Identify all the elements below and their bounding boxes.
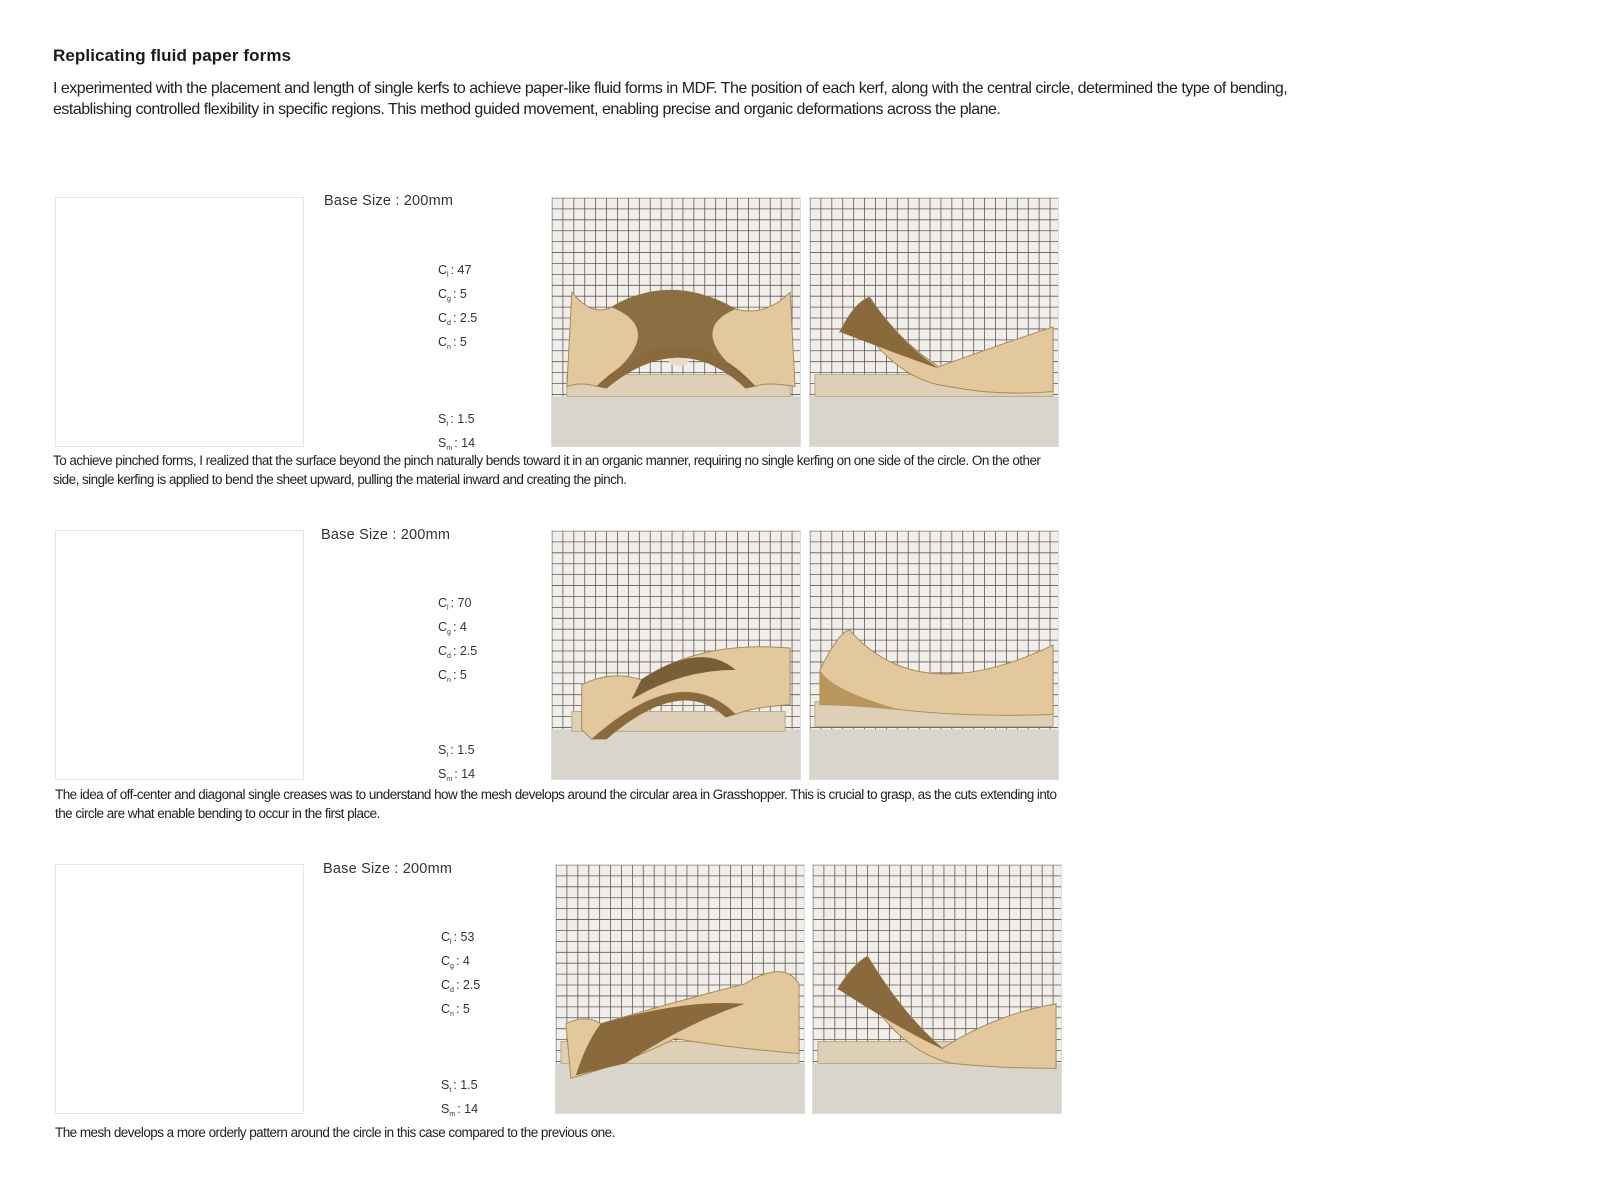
diagram-placeholder [55, 864, 304, 1114]
sheet-parameters [441, 1076, 478, 1124]
param-st: $S_t$ : 1.5 [438, 743, 475, 759]
intro-paragraph: I experimented with the placement and length of single kerfs to achieve paper-like fluid forms in MDF. The position of each kerf, along with the central circle, determined the type of bending, establishing controlled flexibility in specific regions. This method guided movement, enabling precise and organic deformations across the plane. [53, 80, 1288, 118]
base-size-label: Base Size : 200mm [324, 193, 454, 209]
sheet-parameters [438, 741, 475, 789]
diagram-placeholder [55, 197, 304, 447]
param-cn: $C_n$ : 5 [438, 668, 467, 684]
param-cd: $C_d$ : 2.5 [441, 978, 481, 994]
param-cg: $C_g$ : 4 [438, 620, 467, 636]
saddle-model-image [810, 531, 1058, 779]
sheet-parameters [438, 410, 475, 458]
pinched-model-image [813, 865, 1061, 1113]
param-cn: $C_n$ : 5 [438, 335, 467, 351]
experiment-caption: The idea of off-center and diagonal single creases was to understand how the mesh develops around the circular area in Grasshopper. This is crucial to grasp, as the cuts extending into the circle are what enable bending to occur in the first place. [55, 787, 1057, 821]
circle-parameters [438, 594, 477, 690]
model-photo-side [809, 197, 1059, 447]
model-photo-front [551, 530, 801, 780]
param-cn: $C_n$ : 5 [441, 1002, 470, 1018]
param-sm: $S_m$ : 14 [438, 767, 476, 783]
pinched-model-image [810, 198, 1058, 446]
arch-model-image [552, 198, 800, 446]
model-photo-side [809, 530, 1059, 780]
param-st: $S_t$ : 1.5 [438, 412, 475, 428]
page-title: Replicating fluid paper forms [53, 46, 292, 65]
param-cd: $C_d$ : 2.5 [438, 644, 478, 660]
experiment-caption: The mesh develops a more orderly pattern around the circle in this case compared to the previous one. [55, 1125, 615, 1140]
experiment-caption: To achieve pinched forms, I realized that the surface beyond the pinch naturally bends toward it in an organic manner, requiring no single kerfing on one side of the circle. On the other side, single kerfing is applied to bend the sheet upward, pulling the material inward and creating the pinch. [53, 453, 1041, 487]
model-photo-front [551, 197, 801, 447]
param-cg: $C_g$ : 4 [441, 954, 470, 970]
param-sm: $S_m$ : 14 [441, 1102, 479, 1118]
base-size-label: Base Size : 200mm [321, 527, 451, 543]
diagram-placeholder [55, 530, 304, 780]
param-cl: $C_l$ : 53 [441, 930, 475, 946]
model-photo-front [555, 864, 805, 1114]
circle-parameters [438, 261, 477, 357]
param-sm: $S_m$ : 14 [438, 436, 476, 452]
param-cl: $C_l$ : 70 [438, 596, 472, 612]
param-cd: $C_d$ : 2.5 [438, 311, 478, 327]
param-cl: $C_l$ : 47 [438, 263, 472, 279]
wave-model-image [556, 865, 804, 1113]
model-photo-side [812, 864, 1062, 1114]
base-size-label: Base Size : 200mm [323, 861, 453, 877]
circle-parameters [441, 928, 480, 1024]
param-st: $S_t$ : 1.5 [441, 1078, 478, 1094]
arch-model-image [552, 531, 800, 779]
param-cg: $C_g$ : 5 [438, 287, 467, 303]
